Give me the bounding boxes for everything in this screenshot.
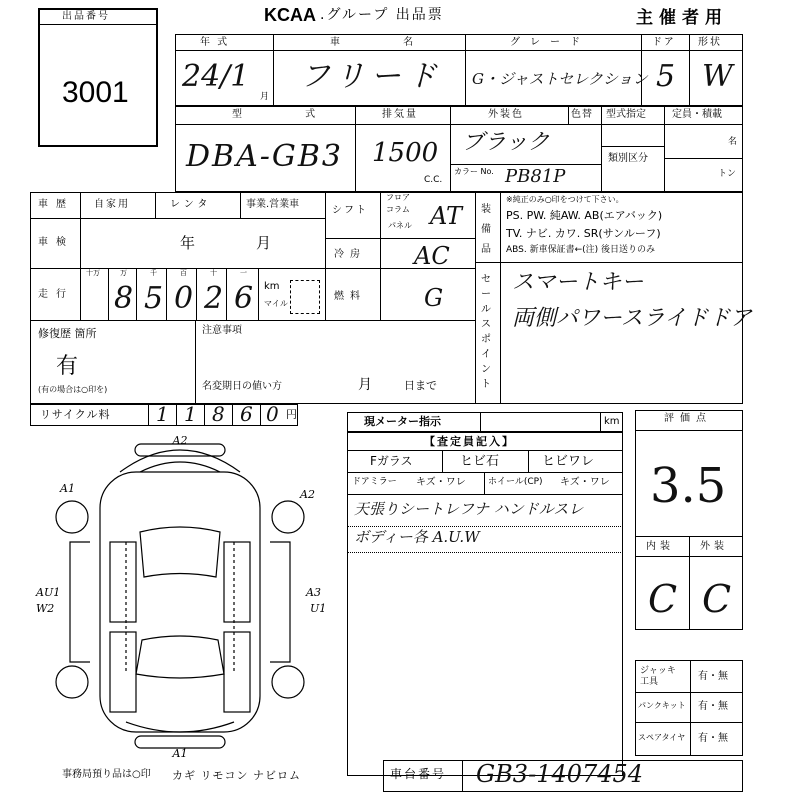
doors-label: ドア — [652, 37, 676, 48]
interior-label: 内装 — [646, 541, 674, 552]
cc-unit: C.C. — [424, 175, 443, 185]
doors-value: 5 — [656, 59, 676, 94]
diagram-mark-a2-top: A2 — [172, 434, 188, 447]
grade-value: G・ジャストセレクション — [472, 70, 648, 88]
exterior-label: 外装 — [700, 541, 728, 552]
shift-label: シフト — [332, 205, 368, 216]
inspection-year: 年 — [180, 234, 196, 252]
mileage-digit: 8 — [114, 281, 134, 316]
door-mirror-label: ドアミラー — [352, 477, 397, 487]
digit-label-10: 十 — [210, 269, 217, 277]
ac-value: AC — [414, 242, 450, 270]
deadline-month: 月 — [358, 377, 372, 393]
unit-mile: マイル — [264, 299, 288, 308]
diagram-mark-a1-rear: A1 — [172, 747, 188, 760]
category-label: 類別区分 — [608, 153, 648, 164]
diagram-mark-u1-right: U1 — [310, 602, 327, 615]
assessor-label: 【査定員記入】 — [424, 435, 515, 448]
diagram-mark-a3-right: A3 — [306, 586, 321, 599]
history-option-business: 事業.営業車 — [246, 199, 300, 210]
floor-label: フロア — [386, 193, 410, 202]
year-value: 24/1 — [182, 59, 250, 94]
inspection-label: 車検 — [38, 237, 74, 248]
capacity-unit-ton: トン — [718, 169, 737, 179]
capacity-label: 定員・積載 — [672, 109, 722, 120]
unit-km: km — [264, 281, 280, 292]
fuel-value: G — [424, 284, 444, 312]
office-items: カギ リモコン ナビロム — [172, 769, 301, 782]
shift-value: AT — [430, 202, 463, 230]
recycle-digit: 1 — [156, 402, 169, 426]
color-no-value: PB81P — [505, 166, 566, 187]
digit-label-1: 一 — [240, 269, 247, 277]
recycle-digit: 8 — [212, 402, 225, 426]
assessor-note-2: ボディー各 A.U.W — [354, 528, 480, 546]
repair-value: 有 — [56, 354, 79, 379]
repair-note: (有の場合は○印を) — [38, 385, 108, 394]
chassis-value: GB3-1407454 — [476, 760, 644, 788]
year-label: 年 式 — [200, 37, 230, 48]
grade-label: グレード — [510, 37, 590, 48]
assessor-note-1: 天張りシートレフナ ハンドルスレ — [354, 500, 584, 518]
chassis-label: 車台番号 — [390, 767, 447, 781]
model-label: 型 式 — [232, 109, 346, 120]
puncture-value: 有・無 — [698, 701, 728, 712]
mileage-digit: 6 — [234, 281, 254, 316]
capacity-unit-people: 名 — [728, 137, 738, 147]
wheel-value: キズ・ワレ — [560, 477, 610, 488]
inspection-month: 月 — [256, 234, 272, 252]
mile-checkbox — [290, 280, 320, 314]
history-option-rental: レンタ — [170, 199, 212, 210]
spare-label: スペアタイヤ — [638, 733, 686, 742]
recycle-digit: 0 — [266, 402, 279, 426]
fglass-label: Fガラス — [370, 454, 413, 468]
equipment-row-3: ABS. 新車保証書←(注) 後日送りのみ — [506, 245, 656, 255]
deadline-day: 日まで — [404, 379, 437, 392]
recycle-unit: 円 — [286, 408, 297, 421]
organizer-label: 主催者用 — [636, 8, 728, 28]
org-logo: KCAA — [264, 5, 316, 25]
meter-unit: km — [604, 416, 620, 427]
sales-points-label: セールスポイント — [481, 274, 491, 390]
paddle-label: パネル — [388, 221, 412, 230]
color-change-label: 色替 — [571, 109, 593, 120]
diagram-mark-au1-left: AU1 — [36, 586, 61, 599]
sales-point-1: スマートキー — [512, 270, 644, 295]
puncture-label: パンクキット — [638, 701, 686, 710]
model-value: DBA-GB3 — [186, 139, 343, 174]
diagram-mark-a1-front-left: A1 — [60, 482, 75, 495]
column-label: コラム — [386, 205, 410, 214]
equipment-note: ※純正のみ○印をつけて下さい。 — [506, 195, 624, 204]
door-mirror-value: キズ・ワレ — [416, 477, 466, 488]
month-suffix: 月 — [260, 92, 270, 102]
equipment-label: 装備品 — [481, 204, 491, 255]
jack-value: 有・無 — [698, 671, 728, 682]
mileage-digit: 0 — [174, 281, 194, 316]
displacement-label: 排気量 — [382, 109, 418, 120]
digit-label-1k: 千 — [150, 269, 157, 277]
shape-value: W — [702, 59, 733, 94]
equipment-row-2: TV. ナビ. カワ. SR(サンルーフ) — [506, 227, 661, 240]
shape-label: 形状 — [698, 37, 722, 48]
name-value: フリード — [300, 59, 443, 94]
recycle-label: リサイクル料 — [40, 408, 111, 421]
notes-label: 注意事項 — [202, 325, 242, 336]
meter-label: 現メーター指示 — [364, 415, 441, 428]
digit-label-100k: 十万 — [86, 269, 100, 277]
score-value: 3.5 — [650, 458, 727, 514]
name-label: 車 名 — [330, 37, 444, 48]
mileage-digit: 2 — [204, 281, 224, 316]
recycle-digit: 1 — [184, 402, 197, 426]
mileage-digit: 5 — [144, 281, 164, 316]
lot-number: 3001 — [62, 76, 129, 109]
lot-label: 出品番号 — [62, 11, 110, 22]
history-label: 車歴 — [38, 199, 74, 210]
spare-value: 有・無 — [698, 733, 728, 744]
diagram-mark-w2-left: W2 — [36, 602, 55, 615]
repair-label: 修復歴 箇所 — [38, 327, 97, 340]
crack-label: ヒビワレ — [542, 454, 595, 469]
interior-value: C — [648, 577, 678, 621]
mileage-label: 走行 — [38, 289, 74, 300]
equipment-row-1: PS. PW. 純AW. AB(エアバック) — [506, 209, 663, 222]
jack-label: ジャッキ工具 — [640, 666, 676, 687]
sales-point-2: 両側パワースライドドア — [512, 306, 752, 331]
type-designation-label: 型式指定 — [606, 109, 646, 120]
score-label: 評価点 — [664, 413, 712, 424]
wheel-label: ホイール(CP) — [488, 477, 543, 487]
exterior-color-value: ブラック — [462, 130, 550, 155]
recycle-digit: 6 — [240, 402, 253, 426]
office-note: 事務局預り品は○印 — [62, 769, 151, 780]
digit-label-10k: 万 — [120, 269, 127, 277]
displacement-value: 1500 — [372, 138, 439, 168]
exterior-color-label: 外装色 — [488, 109, 524, 120]
color-no-label: カラー No. — [454, 167, 494, 176]
exterior-value: C — [702, 577, 732, 621]
history-option-private: 自家用 — [94, 199, 130, 210]
chip-crack-label: ヒビ石 — [460, 454, 500, 469]
car-damage-diagram — [30, 432, 330, 762]
ac-label: 冷房 — [334, 249, 366, 260]
digit-label-100: 百 — [180, 269, 187, 277]
form-title: .グループ 出品票 — [320, 7, 444, 23]
fuel-label: 燃料 — [334, 291, 366, 302]
deadline-label: 名変期日の値い方 — [202, 381, 282, 392]
diagram-mark-a2-front-right: A2 — [300, 488, 315, 501]
